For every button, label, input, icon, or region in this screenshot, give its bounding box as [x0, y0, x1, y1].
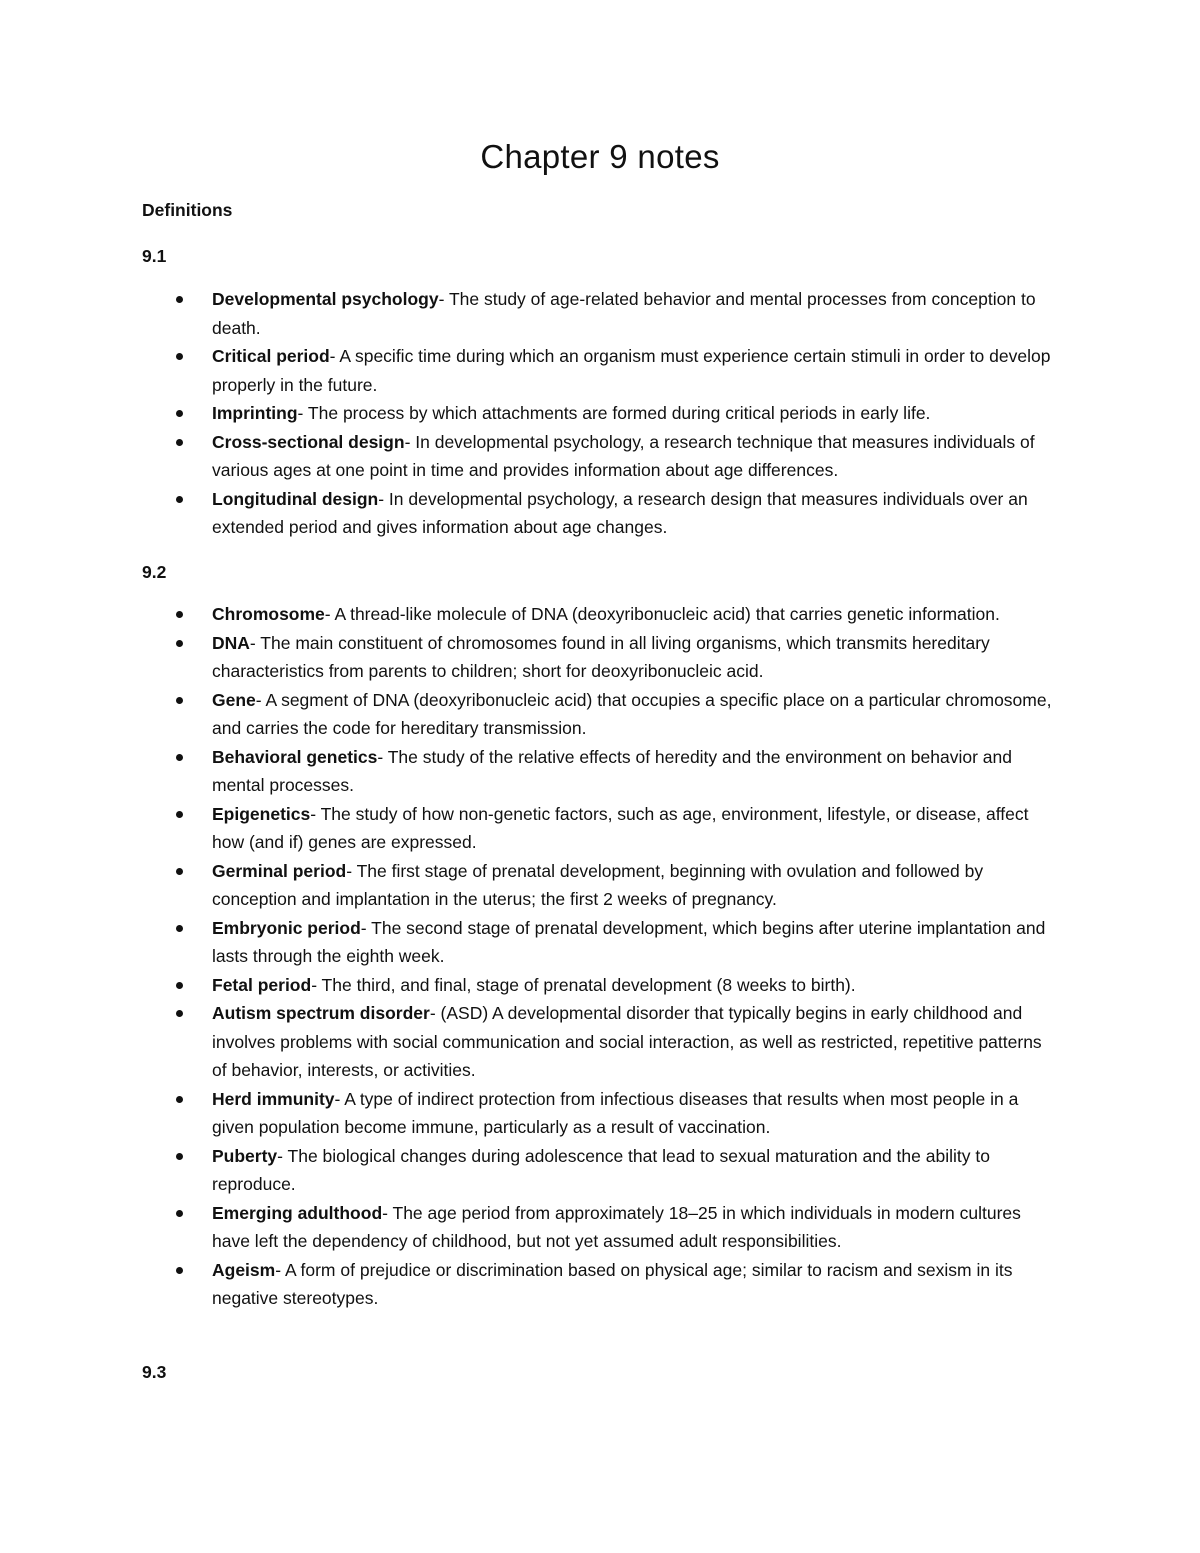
- bullet-icon: [176, 1267, 183, 1274]
- bullet-icon: [176, 439, 183, 446]
- term-name: Herd immunity: [212, 1088, 335, 1109]
- bullet-icon: [176, 353, 183, 360]
- definition-item: [142, 428, 1057, 485]
- bullet-icon: [176, 868, 183, 875]
- definition-item: [142, 1085, 1057, 1142]
- term-definition: - A segment of DNA (deoxyribonucleic acid) that occupies a specific place on a particular chromosome, and carries the code for hereditary transmission.: [212, 689, 1052, 738]
- bullet-icon: [176, 1096, 183, 1103]
- definition-item: [142, 399, 1057, 428]
- definition-item: [142, 1142, 1057, 1199]
- term-definition: - The third, and final, stage of prenatal development (8 weeks to birth).: [311, 974, 856, 995]
- definition-item: [142, 342, 1057, 399]
- bullet-icon: [176, 811, 183, 818]
- term-name: Critical period: [212, 346, 330, 366]
- term-name: Cross-sectional design: [212, 431, 405, 452]
- definitions-heading: Definitions: [142, 200, 233, 220]
- definition-item: [142, 971, 1057, 1000]
- bullet-icon: [176, 410, 183, 417]
- term-name: Longitudinal design: [212, 488, 379, 509]
- term-name: Emerging adulthood: [212, 1202, 383, 1223]
- bullet-icon: [176, 496, 183, 503]
- definition-item: [142, 686, 1057, 743]
- term-definition: - In developmental psychology, a research design that measures individuals over an extended period and gives information about age changes.: [212, 488, 1028, 537]
- definition-item: [142, 999, 1057, 1085]
- term-name: Imprinting: [212, 403, 298, 423]
- term-name: Autism spectrum disorder: [212, 1003, 430, 1023]
- term-definition: - The process by which attachments are formed during critical periods in early life.: [297, 403, 931, 423]
- page-title: Chapter 9 notes: [480, 138, 720, 175]
- term-definition: - The first stage of prenatal development, beginning with ovulation and followed by conception and implantation in the uterus; the first 2 weeks of pregnancy.: [212, 860, 984, 909]
- definition-item: [142, 743, 1057, 800]
- term-name: Ageism: [212, 1259, 276, 1280]
- term-definition: - The study of age-related behavior and mental processes from conception to death.: [212, 289, 1036, 338]
- definition-item: [142, 1199, 1057, 1256]
- definition-item: [142, 600, 1057, 629]
- section-number-9-3: 9.3: [142, 1362, 167, 1382]
- term-definition: - A thread-like molecule of DNA (deoxyribonucleic acid) that carries genetic information.: [324, 604, 1000, 624]
- term-definition: - A specific time during which an organism must experience certain stimuli in order to develop properly in the future.: [212, 346, 1051, 395]
- term-name: Embryonic period: [212, 917, 361, 938]
- term-list-9-1: [142, 285, 1057, 542]
- term-definition: - A form of prejudice or discrimination based on physical age; similar to racism and sexism in its negative stereotypes.: [212, 1259, 1013, 1308]
- term-definition: - The study of the relative effects of heredity and the environment on behavior and mental processes.: [212, 746, 1012, 795]
- term-definition: - The second stage of prenatal development, which begins after uterine implantation and lasts through the eighth week.: [212, 917, 1046, 966]
- bullet-icon: [176, 754, 183, 761]
- bullet-icon: [176, 697, 183, 704]
- bullet-icon: [176, 296, 183, 303]
- bullet-icon: [176, 1153, 183, 1160]
- term-name: Developmental psychology: [212, 289, 439, 309]
- term-definition: - The study of how non-genetic factors, such as age, environment, lifestyle, or disease, affect how (and if) genes are expressed.: [212, 803, 1029, 852]
- bullet-icon: [176, 611, 183, 618]
- term-definition: - In developmental psychology, a research technique that measures individuals of various ages at one point in time and provides information about age differences.: [212, 431, 1035, 480]
- term-definition: - The main constituent of chromosomes found in all living organisms, which transmits hereditary characteristics from parents to children; short for deoxyribonucleic acid.: [212, 632, 990, 681]
- term-name: Behavioral genetics: [212, 746, 378, 767]
- definition-item: [142, 629, 1057, 686]
- term-list-9-2: [142, 600, 1057, 1313]
- section-number-9-1: 9.1: [142, 246, 167, 266]
- definition-item: [142, 485, 1057, 542]
- term-name: DNA: [212, 632, 250, 653]
- term-name: Germinal period: [212, 860, 347, 881]
- bullet-icon: [176, 1210, 183, 1217]
- definition-item: [142, 914, 1057, 971]
- term-name: Puberty: [212, 1145, 278, 1166]
- definition-item: [142, 1256, 1057, 1313]
- section-number-9-2: 9.2: [142, 562, 167, 582]
- term-name: Chromosome: [212, 604, 325, 624]
- term-definition: - (ASD) A developmental disorder that typically begins in early childhood and involves problems with social communication and social interaction, as well as restricted, repetitive patterns of behavior, interests, or activities.: [212, 1003, 1042, 1080]
- definition-item: [142, 857, 1057, 914]
- bullet-icon: [176, 925, 183, 932]
- term-name: Epigenetics: [212, 803, 311, 824]
- term-definition: - A type of indirect protection from infectious diseases that results when most people in a given population become immune, particularly as a result of vaccination.: [212, 1088, 1019, 1137]
- bullet-icon: [176, 640, 183, 647]
- term-name: Fetal period: [212, 974, 312, 995]
- term-name: Gene: [212, 689, 256, 710]
- bullet-icon: [176, 982, 183, 989]
- definition-item: [142, 285, 1057, 342]
- bullet-icon: [176, 1010, 183, 1017]
- definition-item: [142, 800, 1057, 857]
- term-definition: - The age period from approximately 18–25 in which individuals in modern cultures have left the dependency of childhood, but not yet assumed adult responsibilities.: [212, 1202, 1021, 1251]
- term-definition: - The biological changes during adolescence that lead to sexual maturation and the ability to reproduce.: [212, 1145, 990, 1194]
